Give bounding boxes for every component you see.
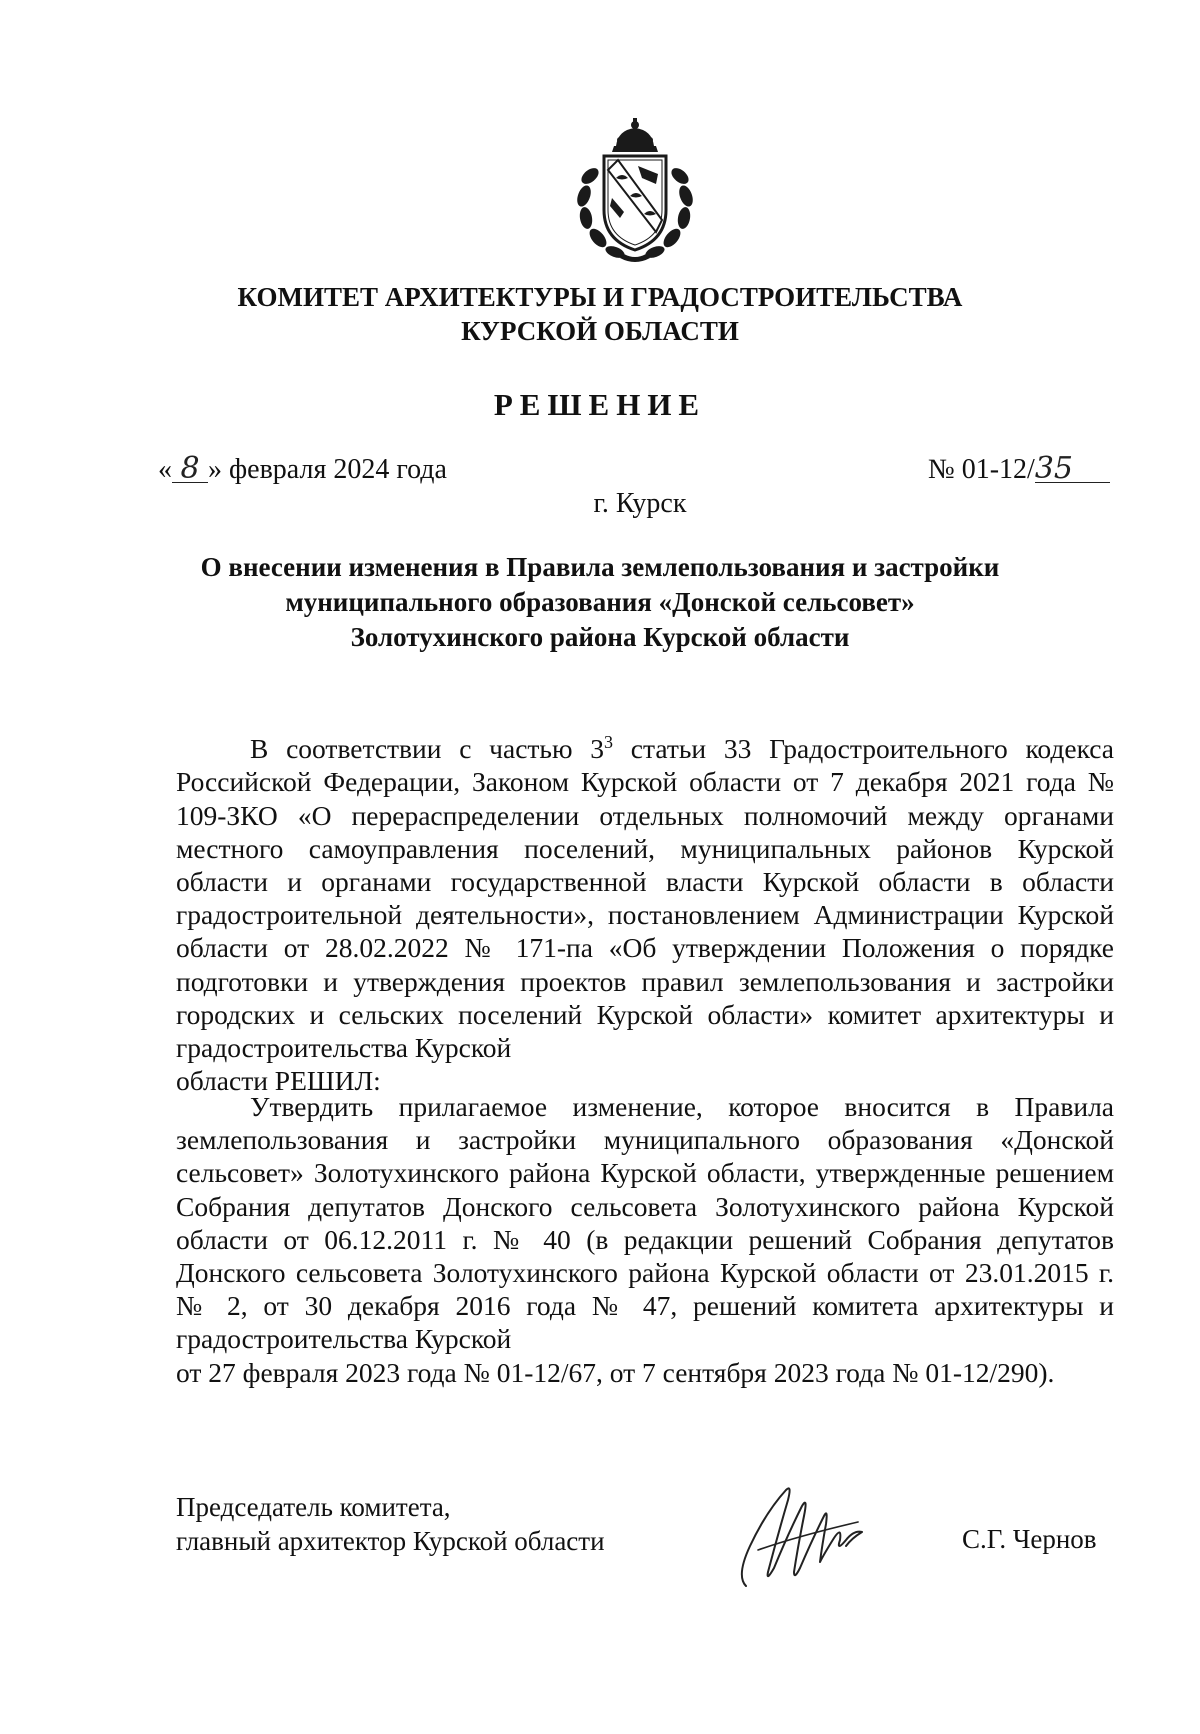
paragraph-last-line: от 27 февраля 2023 года № 01-12/67, от 7 сентября 2023 года № 01-12/290). <box>176 1356 1055 1388</box>
number-handwritten: 35 <box>1035 456 1110 483</box>
document-subject <box>100 550 1100 655</box>
coat-of-arms-icon <box>560 118 710 268</box>
superscript: 3 <box>604 732 614 752</box>
subject-line: Золотухинского района Курской области <box>350 622 850 652</box>
document-number <box>928 451 1110 486</box>
document-date <box>158 451 447 486</box>
organization-name-line1: КОМИТЕТ АРХИТЕКТУРЫ И ГРАДОСТРОИТЕЛЬСТВА <box>237 282 963 312</box>
document-type-title: РЕШЕНИЕ <box>493 387 707 422</box>
signer-title-line: главный архитектор Курской области <box>176 1526 605 1556</box>
body-paragraph-2 <box>176 1090 1114 1389</box>
date-month-year: » февраля 2024 года <box>208 454 447 485</box>
paragraph-last-line: области РЕШИЛ: <box>176 1065 381 1097</box>
paragraph-text: статьи 33 Градостроительного кодекса Российской Федерации, Законом Курской области от 7 декабря 2021 года № 109-ЗКО «О перераспределении отдельных полномочий между органами местного самоуправления поселений, муниципальных районов Курской области и органами государственной власти Курской области в области градостроительной деятельности», постановлением Администрации Курской области от 28.02.2022 № 171-па «Об утверждении Положения о порядке подготовки и утверждения проектов правил землепользования и застройки городских и сельских поселений Курской области» комитет архитектуры и градостроительства Курской <box>176 733 1114 1063</box>
paragraph-text: Утвердить прилагаемое изменение, которое вносится в Правила землепользования и застройки муниципального образования «Донской сельсовет» Золотухинского района Курской области, утвержденные решением Собрания депутатов Донского сельсовета Золотухинского района Курской области от 06.12.2011 г. № 40 (в редакции решений Собрания депутатов Донского сельсовета Золотухинского района Курской области от 23.01.2015 г. № 2, от 30 декабря 2016 года № 47, решений комитета архитектуры и градостроительства Курской <box>176 1091 1114 1355</box>
date-day-handwritten: 8 <box>172 456 208 483</box>
date-open-quote: « <box>158 454 172 485</box>
signer-title <box>176 1490 605 1558</box>
handwritten-signature-icon <box>728 1476 878 1596</box>
paragraph-text: В соответствии с частью 3 <box>250 733 605 765</box>
signer-title-line: Председатель комитета, <box>176 1492 451 1522</box>
subject-line: О внесении изменения в Правила землепользования и застройки <box>200 552 1000 582</box>
body-paragraph-1 <box>176 726 1114 1097</box>
number-prefix: № 01-12/ <box>928 454 1035 485</box>
organization-name-line2: КУРСКОЙ ОБЛАСТИ <box>461 316 739 346</box>
subject-line: муниципального образования «Донской сельсовет» <box>285 587 915 617</box>
issue-city: г. Курск <box>593 488 687 519</box>
signer-name: С.Г. Чернов <box>962 1524 1097 1554</box>
